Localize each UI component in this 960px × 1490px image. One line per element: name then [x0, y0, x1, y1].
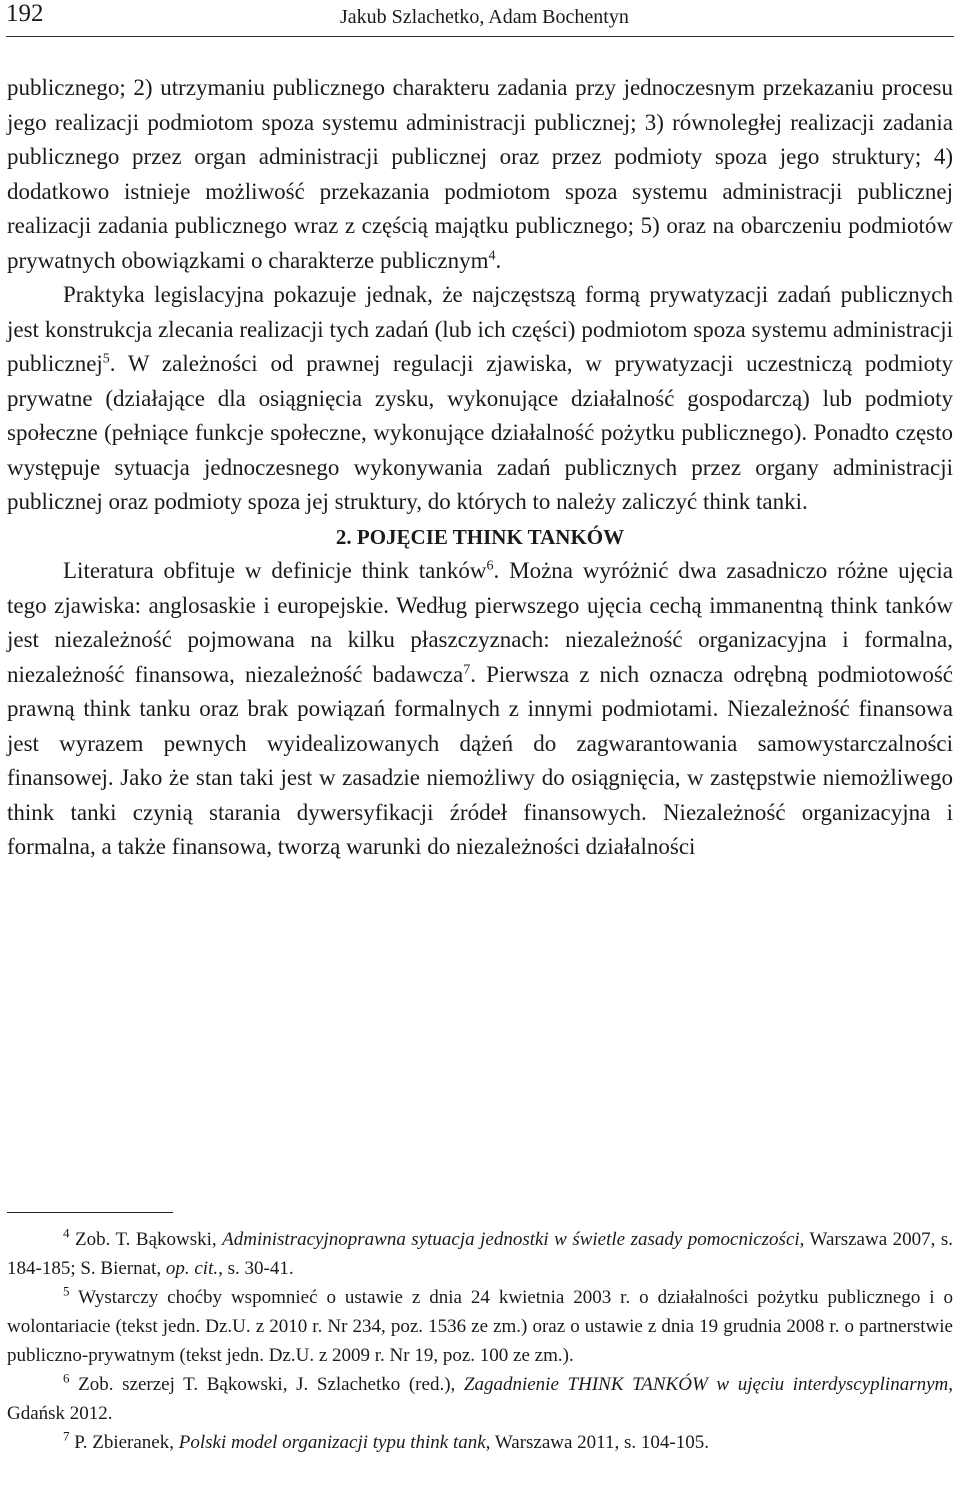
running-head: Jakub Szlachetko, Adam Bochentyn: [340, 6, 629, 28]
footnote-ref-4: 4: [488, 247, 496, 263]
footnote-ref-6: 6: [486, 558, 494, 574]
paragraph-continued: publicznego; 2) utrzymaniu publicznego charakteru zadania przy jednoczesnym przekazaniu procesu jego realizacji podmiotom spoza systemu administracji publicznej; 3) równoległej realizacji zadania publicznego przez organ administracji publicznej oraz przez podmioty spoza jego struktury; 4) dodatkowo istnieje możliwość przekazania podmiotom spoza systemu administracji publicznej realizacji zadania publicznego wraz z częścią majątku publicznego; 5) oraz na obarczeniu podmiotów prywatnych obowiązkami o charakterze publicznym$^4$.: [7, 75, 953, 273]
footnote-7: $^7$ P. Zbieranek, Polski model organizacji typu think tank, Warszawa 2011, s. 104-105.: [63, 1428, 709, 1453]
page-number: 192: [6, 0, 44, 27]
footnote-divider: [7, 1212, 173, 1213]
paragraph-literatura: Literatura obfituje w definicje think tanków$^6$. Można wyróżnić dwa zasadniczo różne ujęcia tego zjawiska: anglosaskie i europejskie. Według pierwszego ujęcia cechą immanentną think tanków jest niezależność pojmowana na kilku płaszczyznach: niezależność organizacyjna i formalna, niezależność finansowa, niezależność badawcza$^7$. Pierwsza z nich oznacza odrębną podmiotowość prawną think tanku oraz brak powiązań formalnych z innymi podmiotami. Niezależność finansowa jest wyrazem pewnych wyidealizowanych dążeń do zagwarantowania samowystarczalności finansowej. Jako że stan taki jest w zasadzie niemożliwy do osiągnięcia, w zastępstwie niemożliwego think tanki czynią starania dywersyfikacji źródeł finansowych. Niezależność organizacyjna i formalna, a także finansowa, tworzą warunki do niezależności działalności: [7, 558, 953, 859]
footnote-ref-7: 7: [463, 661, 471, 677]
footnote-6: $^6$ Zob. szerzej T. Bąkowski, J. Szlachetko (red.), Zagadnienie THINK TANKÓW w ujęciu interdyscyplinarnym, Gdańsk 2012.: [7, 1370, 953, 1424]
footnotes: [7, 1225, 953, 1457]
footnote-5: $^5$ Wystarczy choćby wspomnieć o ustawie z dnia 24 kwietnia 2003 r. o działalności pożytku publicznego i o wolontariacie (tekst jedn. Dz.U. z 2010 r. Nr 234, poz. 1536 ze zm.) oraz o ustawie z dnia 19 grudnia 2008 r. o partnerstwie publiczno-prywatnym (tekst jedn. Dz.U. z 2009 r. Nr 19, poz. 100 ze zm.).: [7, 1283, 953, 1366]
footnote-4: $^4$ Zob. T. Bąkowski, Administracyjnoprawna sytuacja jednostki w świetle zasady pomocniczości, Warszawa 2007, s. 184-185; S. Biernat, op. cit., s. 30-41.: [7, 1225, 954, 1279]
footnote-ref-5: 5: [102, 351, 110, 367]
main-text: [7, 71, 953, 865]
section-heading: 2. POJĘCIE THINK TANKÓW: [335, 524, 625, 549]
paragraph-praktyka: Praktyka legislacyjna pokazuje jednak, że najczęstszą formą prywatyzacji zadań publicznych jest konstrukcja zlecania realizacji tych zadań (lub ich części) podmiotom spoza systemu administracji publicznej$^5$. W zależności od prawnej regulacji zjawiska, w prywatyzacji uczestniczą podmioty prywatne (działające dla osiągnięcia zysku, wykonujące działalność gospodarczą) lub podmioty społeczne (pełniące funkcje społeczne, wykonujące działalność pożytku publicznego). Ponadto często występuje sytuacja jednoczesnego wykonywania zadań publicznych przez organy administracji publicznej oraz podmioty spoza jej struktury, do których to należy zaliczyć think tanki.: [7, 282, 953, 514]
page-header: [6, 0, 954, 37]
